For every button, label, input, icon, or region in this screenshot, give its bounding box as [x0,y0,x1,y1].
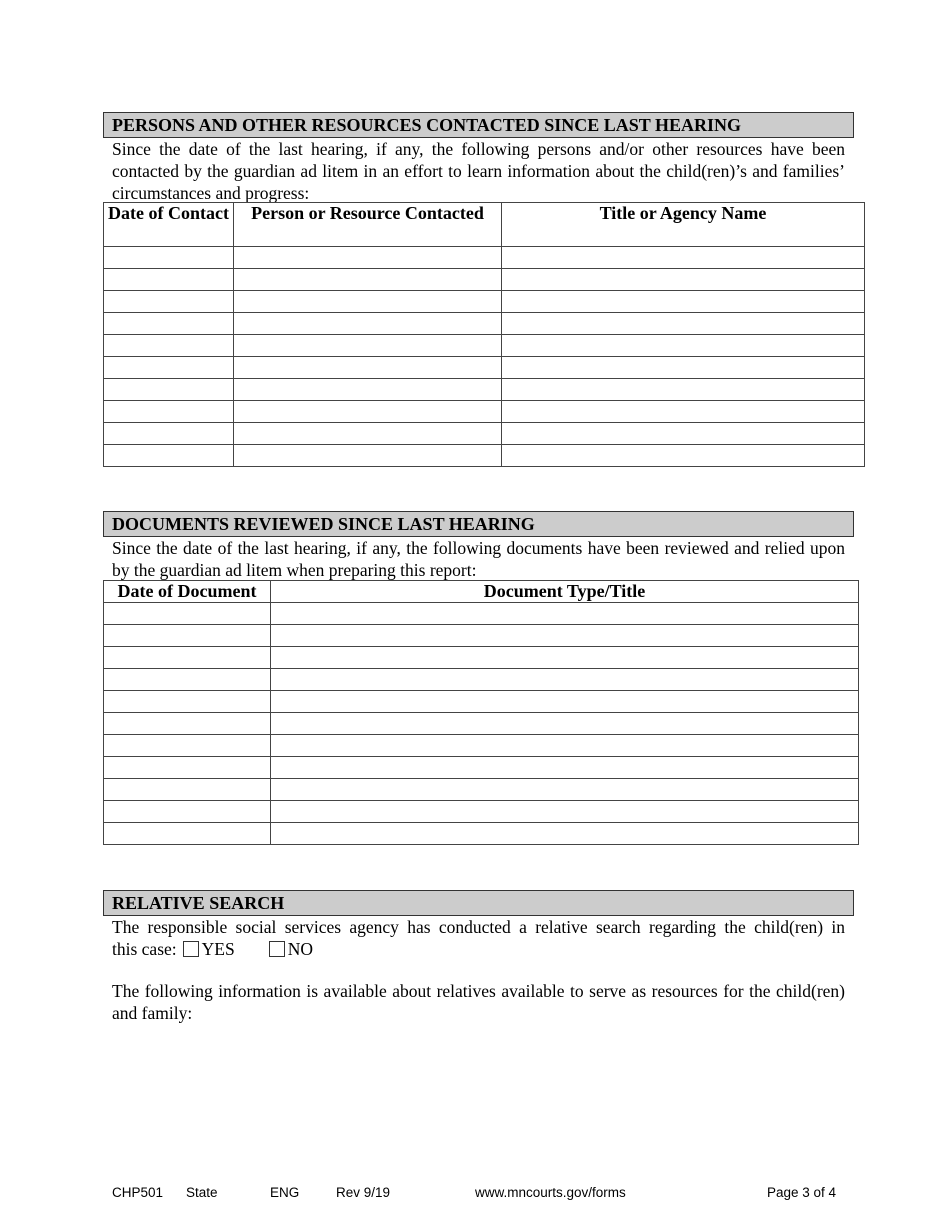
documents-table-cell[interactable] [104,647,271,669]
documents-table-cell[interactable] [104,669,271,691]
persons-table-cell[interactable] [234,401,502,423]
column-header-person-contacted: Person or Resource Contacted [234,203,502,247]
documents-table-row [104,691,859,713]
documents-section-intro: Since the date of the last hearing, if any, the following documents have been reviewed and relied upon by the guardian ad litem when preparing this report: [112,538,845,580]
column-header-date-of-document: Date of Document [104,581,271,603]
documents-reviewed-table [103,580,859,845]
footer-url[interactable]: www.mncourts.gov/forms [475,1185,626,1200]
persons-table-cell[interactable] [234,423,502,445]
persons-table-cell[interactable] [234,445,502,467]
persons-table-cell[interactable] [104,247,234,269]
no-label: NO [287,939,313,959]
persons-table-row [104,357,865,379]
documents-table-cell[interactable] [271,823,859,845]
persons-table-row [104,401,865,423]
persons-table-cell[interactable] [234,335,502,357]
persons-table-cell[interactable] [104,445,234,467]
persons-table-cell[interactable] [502,269,865,291]
persons-table-cell[interactable] [502,313,865,335]
relative-search-intro [112,916,845,960]
persons-table-row [104,313,865,335]
relative-search-answer-line [112,938,845,960]
persons-table-cell[interactable] [104,269,234,291]
documents-table-row [104,647,859,669]
persons-table-cell[interactable] [104,423,234,445]
documents-table-row [104,801,859,823]
documents-table-cell[interactable] [104,603,271,625]
documents-section-heading: DOCUMENTS REVIEWED SINCE LAST HEARING [103,511,854,537]
documents-table-cell[interactable] [271,735,859,757]
persons-table-row [104,335,865,357]
documents-table-cell[interactable] [271,647,859,669]
persons-table-cell[interactable] [104,335,234,357]
documents-table-row [104,757,859,779]
persons-table-cell[interactable] [104,313,234,335]
column-header-document-type-title: Document Type/Title [271,581,859,603]
footer-jurisdiction: State [186,1185,218,1200]
documents-table-cell[interactable] [104,757,271,779]
persons-table-cell[interactable] [234,269,502,291]
persons-section-intro: Since the date of the last hearing, if any, the following persons and/or other resources have been contacted by the guardian ad litem in an effort to learn information about the child(ren)’s and families’ circumstances and progress: [112,139,845,203]
documents-table-cell[interactable] [104,625,271,647]
documents-table-row [104,669,859,691]
documents-table-cell[interactable] [271,713,859,735]
no-checkbox[interactable] [269,941,285,957]
persons-table-cell[interactable] [234,357,502,379]
documents-table-row [104,625,859,647]
persons-table-cell[interactable] [104,357,234,379]
persons-table-row [104,379,865,401]
column-header-date-of-contact: Date of Contact [104,203,234,247]
persons-table-cell[interactable] [234,247,502,269]
yes-checkbox[interactable] [183,941,199,957]
persons-table-cell[interactable] [104,401,234,423]
documents-table-cell[interactable] [104,823,271,845]
yes-label: YES [201,939,235,959]
persons-table-row [104,291,865,313]
footer-revision: Rev 9/19 [336,1185,391,1200]
persons-table-cell[interactable] [104,291,234,313]
documents-table-cell[interactable] [271,801,859,823]
documents-table-cell[interactable] [271,669,859,691]
documents-table-cell[interactable] [104,713,271,735]
documents-table-row [104,603,859,625]
persons-table-cell[interactable] [502,247,865,269]
documents-table-row [104,823,859,845]
footer-page-number: Page 3 of 4 [767,1185,837,1200]
documents-table-row [104,779,859,801]
footer-form-id: CHP501 [112,1185,164,1200]
relative-search-intro-line1: The responsible social services agency has conducted a relative search regarding the child(ren) in [112,917,845,937]
persons-table-row [104,247,865,269]
persons-table-cell[interactable] [234,291,502,313]
documents-table-cell[interactable] [271,757,859,779]
persons-table-cell[interactable] [502,423,865,445]
persons-table-cell[interactable] [234,379,502,401]
persons-table-cell[interactable] [502,335,865,357]
persons-table-cell[interactable] [502,445,865,467]
persons-table-cell[interactable] [104,379,234,401]
documents-table-cell[interactable] [104,735,271,757]
documents-table-cell[interactable] [271,691,859,713]
persons-section-heading: PERSONS AND OTHER RESOURCES CONTACTED SINCE LAST HEARING [103,112,854,138]
persons-table-cell[interactable] [502,291,865,313]
relative-search-intro-line2: this case: [112,939,177,959]
documents-table-cell[interactable] [104,691,271,713]
footer-language: ENG [270,1185,300,1200]
documents-table-row [104,735,859,757]
documents-table-cell[interactable] [104,801,271,823]
documents-table-row [104,713,859,735]
persons-table-cell[interactable] [502,379,865,401]
column-header-title-agency: Title or Agency Name [502,203,865,247]
persons-table-cell[interactable] [502,401,865,423]
persons-table-row [104,269,865,291]
documents-table-cell[interactable] [271,603,859,625]
persons-table-row [104,423,865,445]
relatives-info-text: The following information is available about relatives available to serve as resources for the child(ren) and family: [112,981,845,1023]
documents-table-cell[interactable] [271,779,859,801]
persons-table-cell[interactable] [502,357,865,379]
persons-table-cell[interactable] [234,313,502,335]
documents-table-cell[interactable] [271,625,859,647]
documents-table-cell[interactable] [104,779,271,801]
persons-table-row [104,445,865,467]
persons-contacted-table [103,202,865,467]
relative-search-heading: RELATIVE SEARCH [103,890,854,916]
